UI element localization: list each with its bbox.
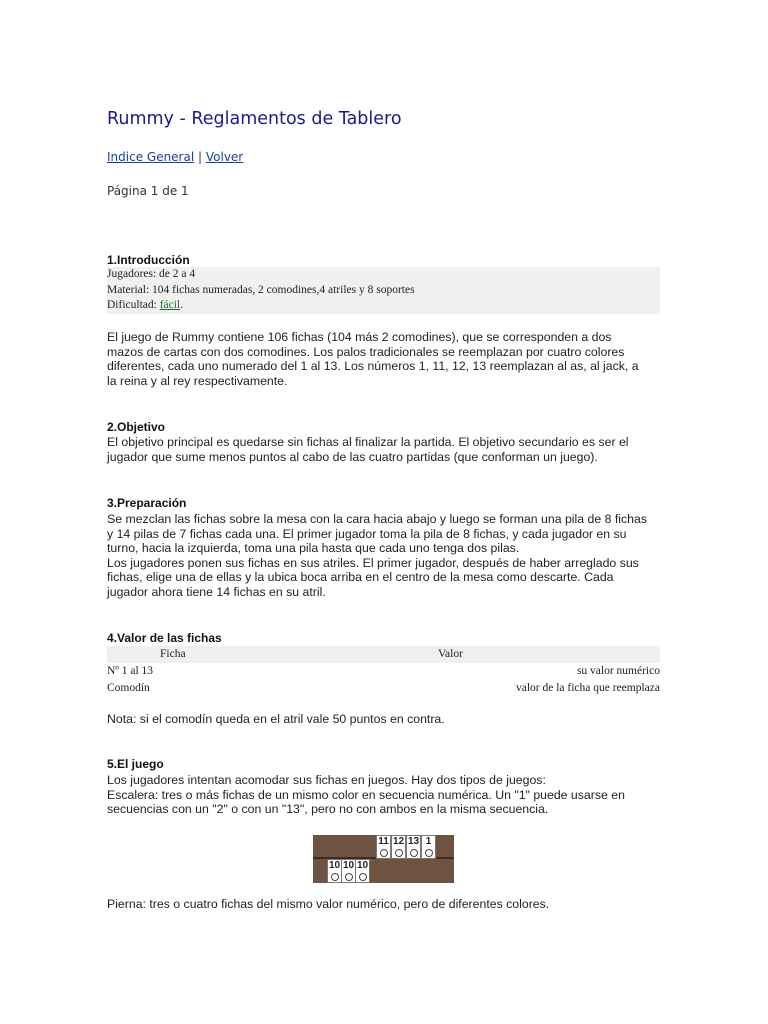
game-heading: 5.El juego	[107, 757, 164, 771]
tile-number: 10	[328, 860, 341, 871]
tile-circle-icon	[345, 873, 353, 881]
objective-heading: 2.Objetivo	[107, 420, 166, 434]
tile	[376, 835, 391, 859]
difficulty-info	[107, 298, 660, 314]
valor-cell: valor de la ficha que reemplaza	[516, 682, 660, 694]
tile-circle-icon	[395, 849, 403, 857]
text-line: Los jugadores ponen sus fichas en sus atriles. El primer jugador, después de haber arreglado sus	[107, 555, 639, 570]
tile	[391, 835, 406, 859]
tile	[406, 835, 421, 859]
values-heading: 4.Valor de las fichas	[107, 631, 222, 645]
text-line: El juego de Rummy contiene 106 fichas (104 más 2 comodines), que se corresponden a dos	[107, 330, 612, 344]
column-header-valor: Valor	[438, 648, 463, 660]
intro-paragraph	[107, 330, 667, 388]
breadcrumb	[107, 150, 243, 164]
text-line: jugador que sume menos puntos al cabo de las cuatro partidas (que conforman un juego).	[107, 449, 598, 464]
text-line: El objetivo principal es quedarse sin fichas al finalizar la partida. El objetivo secundario es ser el	[107, 435, 629, 449]
material-info: Material: 104 fichas numeradas, 2 comodines,4 atriles y 8 soportes	[107, 283, 415, 296]
values-table-header	[107, 646, 660, 663]
tile-circle-icon	[359, 873, 367, 881]
page-title: Rummy - Reglamentos de Tablero	[107, 109, 402, 129]
tile-circle-icon	[410, 849, 418, 857]
tile-circle-icon	[331, 873, 339, 881]
text-line: secuencias con un "2" o con un "13", pero no con ambos en la misma secuencia.	[107, 802, 549, 817]
tile-number: 10	[342, 860, 355, 871]
text-line: Los jugadores intentan acomodar sus fichas en juegos. Hay dos tipos de juegos:	[107, 773, 546, 787]
text-line: diferentes, cada uno numerado del 1 al 13. Los números 1, 11, 12, 13 reemplazan al as, al jack, a	[107, 359, 639, 374]
tile-circle-icon	[425, 849, 433, 857]
tile-number: 11	[378, 836, 389, 847]
difficulty-link[interactable]: fácil	[159, 299, 181, 311]
tile	[341, 859, 356, 883]
difficulty-label: Dificultad:	[107, 299, 160, 311]
index-link[interactable]: Indice General	[107, 150, 195, 164]
table-row	[107, 680, 660, 697]
tile	[327, 859, 342, 883]
text-line: turno, hacia la izquierda, toma una pila hasta que cada uno tenga dos pilas.	[107, 541, 520, 556]
intro-heading: 1.Introducción	[107, 253, 190, 267]
tile-number: 12	[392, 836, 405, 847]
tile	[421, 835, 436, 859]
back-link[interactable]: Volver	[205, 150, 244, 164]
preparation-paragraph	[107, 512, 667, 600]
tile-number: 1	[425, 836, 432, 847]
values-note: Nota: si el comodín queda en el atril vale 50 puntos en contra.	[107, 712, 445, 726]
text-line: mazos de cartas con dos comodines. Los palos tradicionales se reemplazan por cuatro colores	[107, 344, 625, 359]
pierna-paragraph: Pierna: tres o cuatro fichas del mismo valor numérico, pero de diferentes colores.	[107, 897, 550, 911]
text-line: jugador ahora tiene 14 fichas en su atril.	[107, 584, 326, 599]
tile-number: 13	[407, 836, 420, 847]
intro-infobox	[107, 267, 660, 314]
game-paragraph	[107, 773, 667, 817]
objective-paragraph	[107, 435, 667, 464]
difficulty-end: .	[180, 299, 184, 311]
text-line: fichas, elige una de ellas y la ubica boca arriba en el centro de la mesa como descarte. Cada	[107, 570, 614, 585]
ficha-cell: Comodín	[107, 682, 150, 694]
text-line: y 14 pilas de 7 fichas cada una. El primer jugador toma la pila de 8 fichas, y cada jugador en su	[107, 526, 627, 541]
text-line: Escalera: tres o más fichas de un mismo color en secuencia numérica. Un "1" puede usarse en	[107, 787, 625, 802]
tile-circle-icon	[380, 849, 388, 857]
table-row	[107, 663, 660, 680]
tile-number: 10	[356, 860, 369, 871]
ficha-cell: Nº 1 al 13	[107, 665, 154, 677]
tile	[355, 859, 370, 883]
players-info: Jugadores: de 2 a 4	[107, 268, 196, 280]
page-info: Página 1 de 1	[107, 184, 189, 198]
text-line: la reina y al rey respectivamente.	[107, 373, 288, 388]
values-table	[107, 646, 660, 697]
rack-illustration	[313, 835, 454, 883]
column-header-ficha: Ficha	[160, 648, 186, 660]
preparation-heading: 3.Preparación	[107, 496, 187, 510]
text-line: Se mezclan las fichas sobre la mesa con la cara hacia abajo y luego se forman una pila de 8 fichas	[107, 512, 648, 526]
valor-cell: su valor numérico	[576, 665, 660, 677]
nav-separator: |	[194, 150, 206, 164]
